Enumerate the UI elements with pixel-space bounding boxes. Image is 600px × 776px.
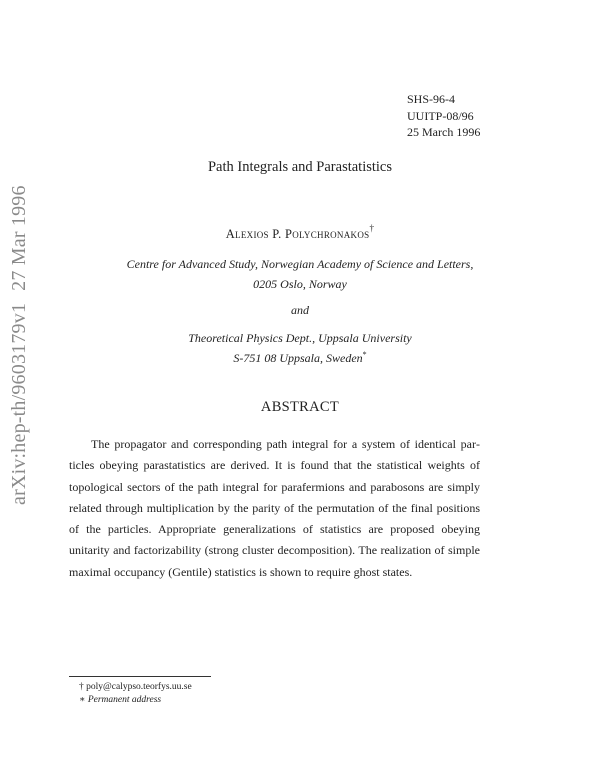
author xyxy=(0,225,600,242)
star-mark: * xyxy=(362,350,367,359)
abstract-text: The propagator and corresponding path integral for a system of identical particles obeying parastatistics are derived. It is found that the statistical weights of topological sectors of the path integral for parafermions and parabosons are simply related through multiplication by the parity of the permutation of the final positions of the particles. Appropriate generalizations of statistics are proposed obeying unitarity and factorizability (strong cluster decomposition). The realization of simple maximal occupancy (Gentile) statistics is shown to require ghost states. xyxy=(69,437,480,579)
affiliation-1-line-1: Centre for Advanced Study, Norwegian Academy of Science and Letters, xyxy=(126,257,474,271)
affiliation-2-line-2 xyxy=(0,350,600,366)
abstract-body xyxy=(69,434,480,583)
footnotes xyxy=(79,681,192,706)
preprint-info xyxy=(407,91,480,141)
dagger-mark: † xyxy=(369,223,375,233)
footnote-address xyxy=(79,694,192,707)
footnote-star: ∗ xyxy=(79,694,86,705)
paper-title: Path Integrals and Parastatistics xyxy=(207,159,393,175)
affiliation-2-text: S-751 08 Uppsala, Sweden xyxy=(233,351,363,365)
footnote-rule xyxy=(69,676,211,677)
preprint-date: 25 March 1996 xyxy=(407,125,481,139)
affiliation-2-line-1: Theoretical Physics Dept., Uppsala University xyxy=(188,331,412,345)
arxiv-date: 27 Mar 1996 xyxy=(8,185,30,291)
footnote-email: † poly@calypso.teorfys.uu.se xyxy=(79,682,192,692)
report-number-2: UUITP-08/96 xyxy=(407,108,474,123)
arxiv-id: arXiv:hep-th/9603179v1 xyxy=(8,302,30,505)
affiliation-1-line-2: 0205 Oslo, Norway xyxy=(253,277,347,291)
report-number: SHS-96-4 xyxy=(407,92,456,106)
abstract-heading: ABSTRACT xyxy=(260,399,340,415)
footnote-address-text: Permanent address xyxy=(87,694,162,705)
affiliation-conjunction: and xyxy=(291,303,309,317)
author-name: Alexios P. Polychronakos xyxy=(225,227,370,242)
